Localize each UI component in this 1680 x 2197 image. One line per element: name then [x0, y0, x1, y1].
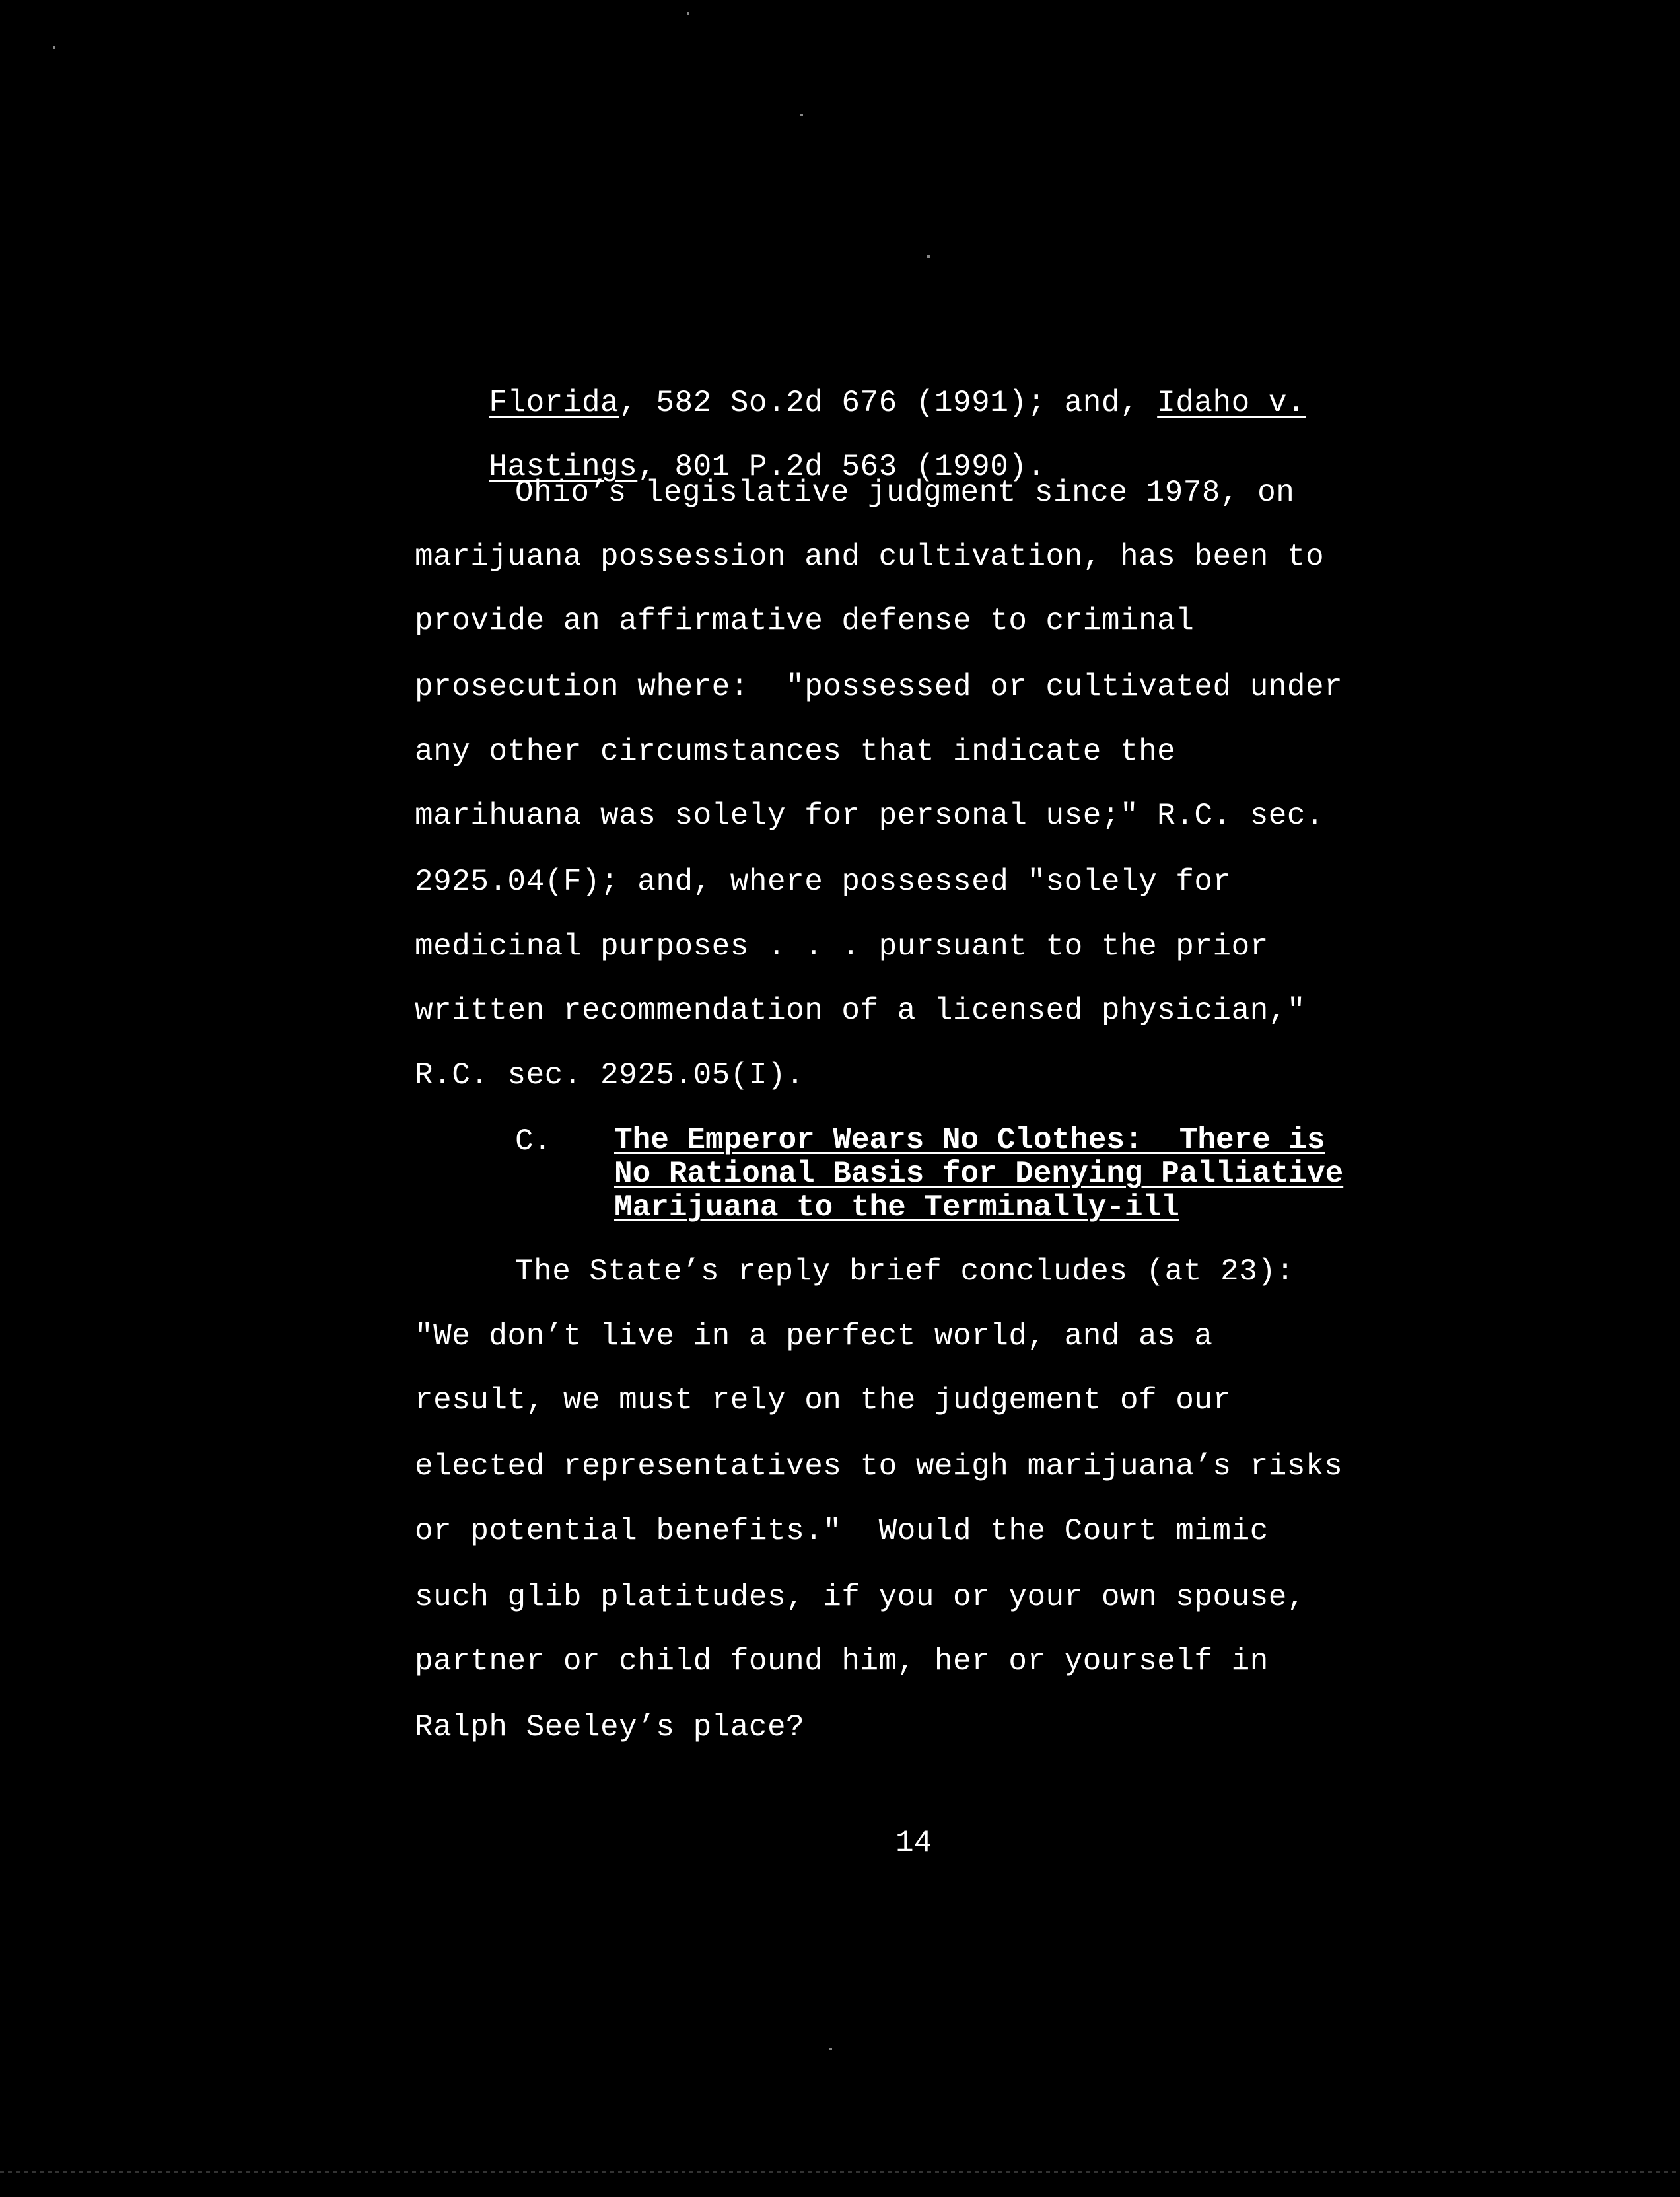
text-line-9: 2925.04(F); and, where possessed "solely for [415, 865, 1232, 899]
text-line-20: Ralph Seeley’s place? [415, 1710, 805, 1745]
text-line-3: Ohio’s legislative judgment since 1978, on [515, 476, 1295, 510]
case-name-idaho: Idaho v. [1157, 386, 1306, 420]
text-line-10: medicinal purposes . . . pursuant to the prior [415, 929, 1269, 964]
page-number: 14 [895, 1826, 932, 1860]
text-line-4: marijuana possession and cultivation, has been to [415, 540, 1325, 574]
text-line-12: R.C. sec. 2925.05(I). [415, 1058, 805, 1093]
citation-text: , 582 So.2d 676 (1991); and, [619, 386, 1158, 420]
scan-speck [829, 2048, 832, 2050]
scan-speck [927, 255, 930, 258]
text-line-11: written recommendation of a licensed physician," [415, 993, 1306, 1028]
section-heading-line-1: The Emperor Wears No Clothes: There is [614, 1123, 1325, 1157]
section-heading-line-3: Marijuana to the Terminally-ill [614, 1190, 1179, 1225]
scan-edge-noise [0, 2171, 1680, 2173]
case-name-hastings: Hastings [489, 450, 638, 484]
scan-speck [687, 12, 689, 15]
case-name-florida: Florida [489, 386, 619, 420]
citation-text: , 801 P.2d 563 (1990). [637, 450, 1046, 484]
text-line-15: result, we must rely on the judgement of our [415, 1383, 1232, 1418]
section-letter: C. [515, 1124, 552, 1159]
text-line-16: elected representatives to weigh marijuana’s risks [415, 1449, 1343, 1484]
text-line-17: or potential benefits." Would the Court mimic [415, 1514, 1269, 1548]
scan-speck [53, 46, 55, 49]
text-line-6: prosecution where: "possessed or cultivated under [415, 670, 1343, 704]
text-line-5: provide an affirmative defense to criminal [415, 604, 1195, 638]
text-line-14: "We don’t live in a perfect world, and as a [415, 1319, 1213, 1353]
text-line-13: The State’s reply brief concludes (at 23): [515, 1254, 1295, 1289]
text-line-8: marihuana was solely for personal use;" R.C. sec. [415, 799, 1325, 833]
text-line-7: any other circumstances that indicate the [415, 735, 1176, 769]
scan-speck [800, 114, 803, 116]
section-heading-line-2: No Rational Basis for Denying Palliative [614, 1157, 1344, 1191]
text-line-19: partner or child found him, her or yourself in [415, 1644, 1269, 1678]
text-line-18: such glib platitudes, if you or your own spouse, [415, 1580, 1306, 1614]
